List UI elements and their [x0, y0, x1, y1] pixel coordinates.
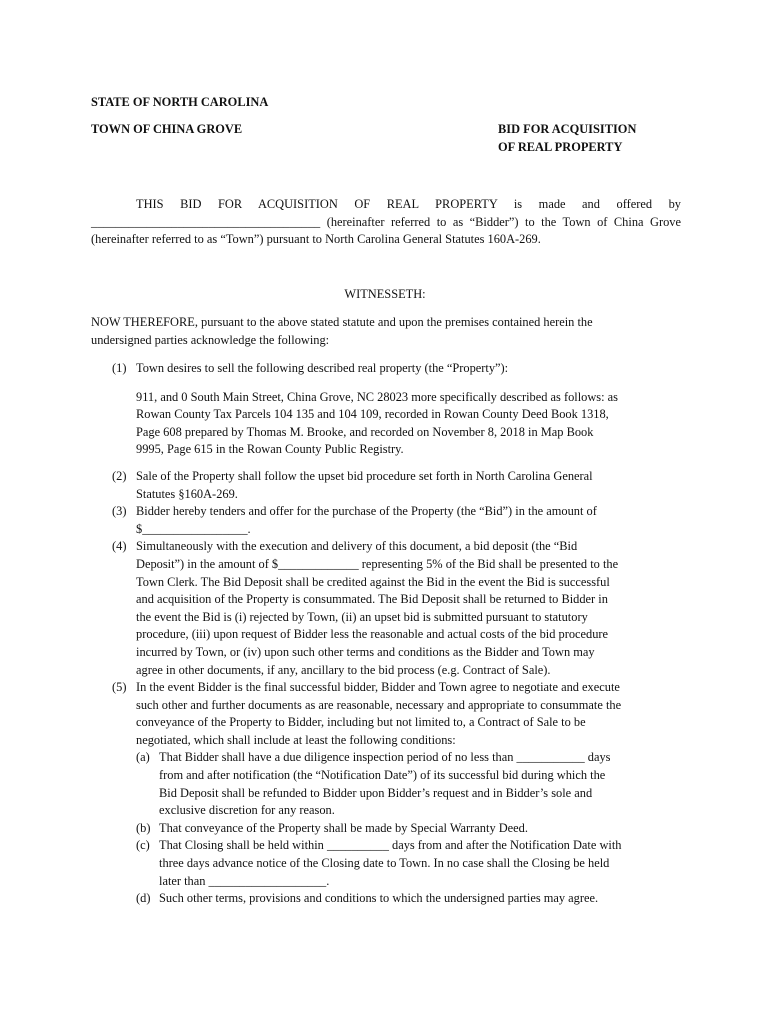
description-line: Rowan County Tax Parcels 104 135 and 104 109, recorded in Rowan County Deed Book 1318,: [136, 407, 609, 422]
item-number: (4): [112, 539, 127, 554]
document-title: [498, 121, 636, 156]
condition-line: That Closing shall be held within __________ days from and after the Notification Date with: [159, 838, 622, 853]
condition-item: [91, 890, 691, 908]
item-line: Statutes §160A-269.: [136, 486, 238, 501]
condition-letter: (c): [136, 838, 150, 853]
item-number: (3): [112, 504, 127, 519]
item-line: $_________________.: [136, 521, 251, 536]
intro-paragraph: [91, 196, 681, 249]
condition-item: [91, 837, 691, 890]
paragraph-line: NOW THEREFORE, pursuant to the above stated statute and upon the premises contained herein the: [91, 315, 593, 329]
item-line: procedure, (iii) upon request of Bidder less the reasonable and actual costs of the bid procedure: [136, 627, 609, 642]
item-line: Town Clerk. The Bid Deposit shall be credited against the Bid in the event the Bid is successful: [136, 574, 610, 589]
item-number: (1): [112, 361, 127, 375]
item-line: and acquisition of the Property is consummated. The Bid Deposit shall be returned to Bidder in: [136, 592, 608, 607]
state-heading: STATE OF NORTH CAROLINA: [91, 95, 269, 109]
condition-line: exclusive discretion for any reason.: [159, 803, 335, 818]
item-line: Bidder hereby tenders and offer for the purchase of the Property (the “Bid”) in the amount of: [136, 504, 597, 519]
condition-line: from and after notification (the “Notification Date”) of its successful bid during which the: [159, 768, 606, 783]
intro-line: _____________________________________ (hereinafter referred to as “Bidder”) to the Town of China: [91, 214, 644, 229]
item-line: Town desires to sell the following described real property (the “Property”):: [136, 361, 509, 375]
condition-line: later than ___________________.: [159, 873, 330, 888]
item-number: (5): [112, 680, 127, 695]
item-number: (2): [112, 468, 127, 483]
item-line: negotiated, which shall include at least the following conditions:: [136, 732, 456, 747]
condition-line: That Bidder shall have a due diligence inspection period of no less than ___________ days: [159, 750, 611, 765]
condition-letter: (a): [136, 750, 150, 765]
list-item: [91, 538, 691, 679]
item-line: Deposit”) in the amount of $_____________ representing 5% of the Bid shall be presented to the: [136, 556, 619, 571]
condition-item: [91, 820, 691, 838]
item-line: agree in other documents, if any, ancillary to the bid process (e.g. Contract of Sale).: [136, 662, 551, 677]
numbered-list: [91, 360, 691, 908]
witnesseth-heading: WITNESSETH:: [344, 287, 426, 301]
item-line: such other and further documents as are reasonable, necessary and appropriate to consummate the: [136, 697, 622, 712]
condition-letter: (d): [136, 891, 151, 906]
item-line: incurred by Town, or (iv) upon such other terms and conditions as the Bidder and Town may: [136, 644, 595, 659]
item-line: Simultaneously with the execution and delivery of this document, a bid deposit (the “Bid: [136, 539, 578, 554]
intro-line: Grove (hereinafter referred to as “Town”) pursuant to North Carolina General Statutes 160A-269.: [91, 214, 681, 247]
item-line: In the event Bidder is the final successful bidder, Bidder and Town agree to negotiate and execute: [136, 680, 620, 695]
list-item: [91, 468, 691, 503]
condition-line: Bid Deposit shall be refunded to Bidder upon Bidder’s request and in Bidder’s sole and: [159, 785, 593, 800]
title-line: OF REAL PROPERTY: [498, 139, 623, 154]
title-line: BID FOR ACQUISITION: [498, 122, 637, 136]
paragraph-line: undersigned parties acknowledge the following:: [91, 332, 330, 347]
condition-line: three days advance notice of the Closing date to Town. In no case shall the Closing be held: [159, 856, 610, 871]
item-line: the event the Bid is (i) rejected by Town, (ii) an upset bid is submitted pursuant to statutory: [136, 609, 588, 624]
description-line: 911, and 0 South Main Street, China Grove, NC 28023 more specifically described as follows: as: [136, 389, 618, 404]
list-item: [91, 503, 691, 538]
item-line: Sale of the Property shall follow the upset bid procedure set forth in North Carolina General: [136, 468, 593, 483]
condition-line: That conveyance of the Property shall be made by Special Warranty Deed.: [159, 820, 528, 835]
description-line: Page 608 prepared by Thomas M. Brooke, and recorded on November 8, 2018 in Map Book: [136, 424, 594, 439]
description-line: 9995, Page 615 in the Rowan County Public Registry.: [136, 442, 404, 457]
item-line: conveyance of the Property to Bidder, including but not limited to, a Contract of Sale to be: [136, 715, 586, 730]
property-description: [91, 389, 691, 459]
intro-line: THIS BID FOR ACQUISITION OF REAL PROPERTY is made and offered by: [136, 197, 681, 211]
list-item: [91, 679, 691, 749]
now-therefore-paragraph: [91, 314, 681, 349]
condition-letter: (b): [136, 820, 151, 835]
town-heading: TOWN OF CHINA GROVE: [91, 122, 243, 136]
condition-line: Such other terms, provisions and conditions to which the undersigned parties may agree.: [159, 891, 599, 906]
condition-item: [91, 749, 691, 819]
list-item: [91, 360, 691, 378]
